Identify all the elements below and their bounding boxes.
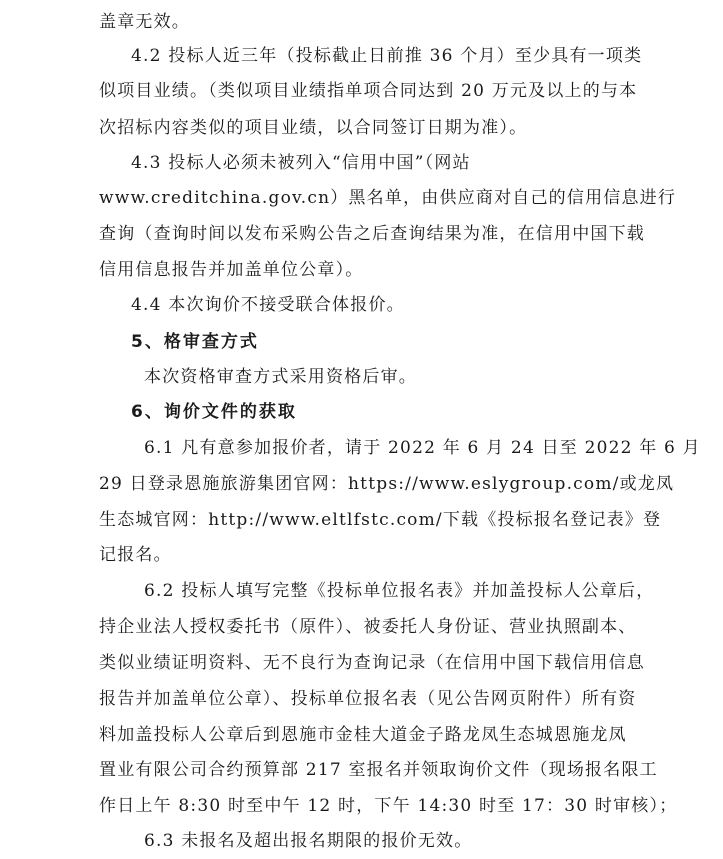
paragraph-line-17: 6.2 投标人填写完整《投标单位报名表》并加盖投标人公章后， xyxy=(144,581,655,601)
paragraph-line-7: 查询（查询时间以发布采购公告之后查询结果为准，在信用中国下载 xyxy=(99,224,645,244)
section-heading-5: 5、格审查方式 xyxy=(131,332,259,352)
paragraph-line-23: 作日上午 8:30 时至中午 12 时，下午 14:30 时至 17：30 时审核）； xyxy=(99,796,678,816)
paragraph-line-6: www.creditchina.gov.cn）黑名单，由供应商对自己的信用信息进行 xyxy=(99,188,677,208)
paragraph-line-24: 6.3 未报名及超出报名期限的报价无效。 xyxy=(144,831,473,851)
paragraph-line-9: 4.4 本次询价不接受联合体报价。 xyxy=(131,295,405,315)
paragraph-line-13: 6.1 凡有意参加报价者，请于 2022 年 6 月 24 日至 2022 年 6 月 xyxy=(144,438,701,458)
paragraph-line-4: 次招标内容类似的项目业绩，以合同签订日期为准）。 xyxy=(99,118,528,138)
paragraph-line-21: 料加盖投标人公章后到恩施市金桂大道金子路龙凤生态城恩施龙凤 xyxy=(99,725,627,745)
paragraph-line-22: 置业有限公司合约预算部 217 室报名并领取询价文件（现场报名限工 xyxy=(99,760,658,780)
section-heading-6: 6、询价文件的获取 xyxy=(131,402,297,422)
paragraph-line-1: 盖章无效。 xyxy=(99,12,190,32)
paragraph-line-19: 类似业绩证明资料、无不良行为查询记录（在信用中国下载信用信息 xyxy=(99,653,645,673)
paragraph-line-2: 4.2 投标人近三年（投标截止日前推 36 个月）至少具有一项类 xyxy=(131,46,643,66)
paragraph-line-5: 4.3 投标人必须未被列入“信用中国”（网站 xyxy=(131,153,471,173)
paragraph-line-11: 本次资格审查方式采用资格后审。 xyxy=(144,367,417,387)
paragraph-line-16: 记报名。 xyxy=(99,545,172,565)
paragraph-line-8: 信用信息报告并加盖单位公章）。 xyxy=(99,260,364,280)
paragraph-line-14: 29 日登录恩施旅游集团官网：https://www.eslygroup.com/或龙凤 xyxy=(99,474,675,494)
paragraph-line-15: 生态城官网：http://www.eltlfstc.com/下载《投标报名登记表》登 xyxy=(99,510,662,530)
paragraph-line-18: 持企业法人授权委托书（原件）、被委托人身份证、营业执照副本、 xyxy=(99,617,637,637)
paragraph-line-20: 报告并加盖单位公章）、投标单位报名表（见公告网页附件）所有资 xyxy=(99,689,637,709)
paragraph-line-3: 似项目业绩。（类似项目业绩指单项合同达到 20 万元及以上的与本 xyxy=(99,81,638,101)
